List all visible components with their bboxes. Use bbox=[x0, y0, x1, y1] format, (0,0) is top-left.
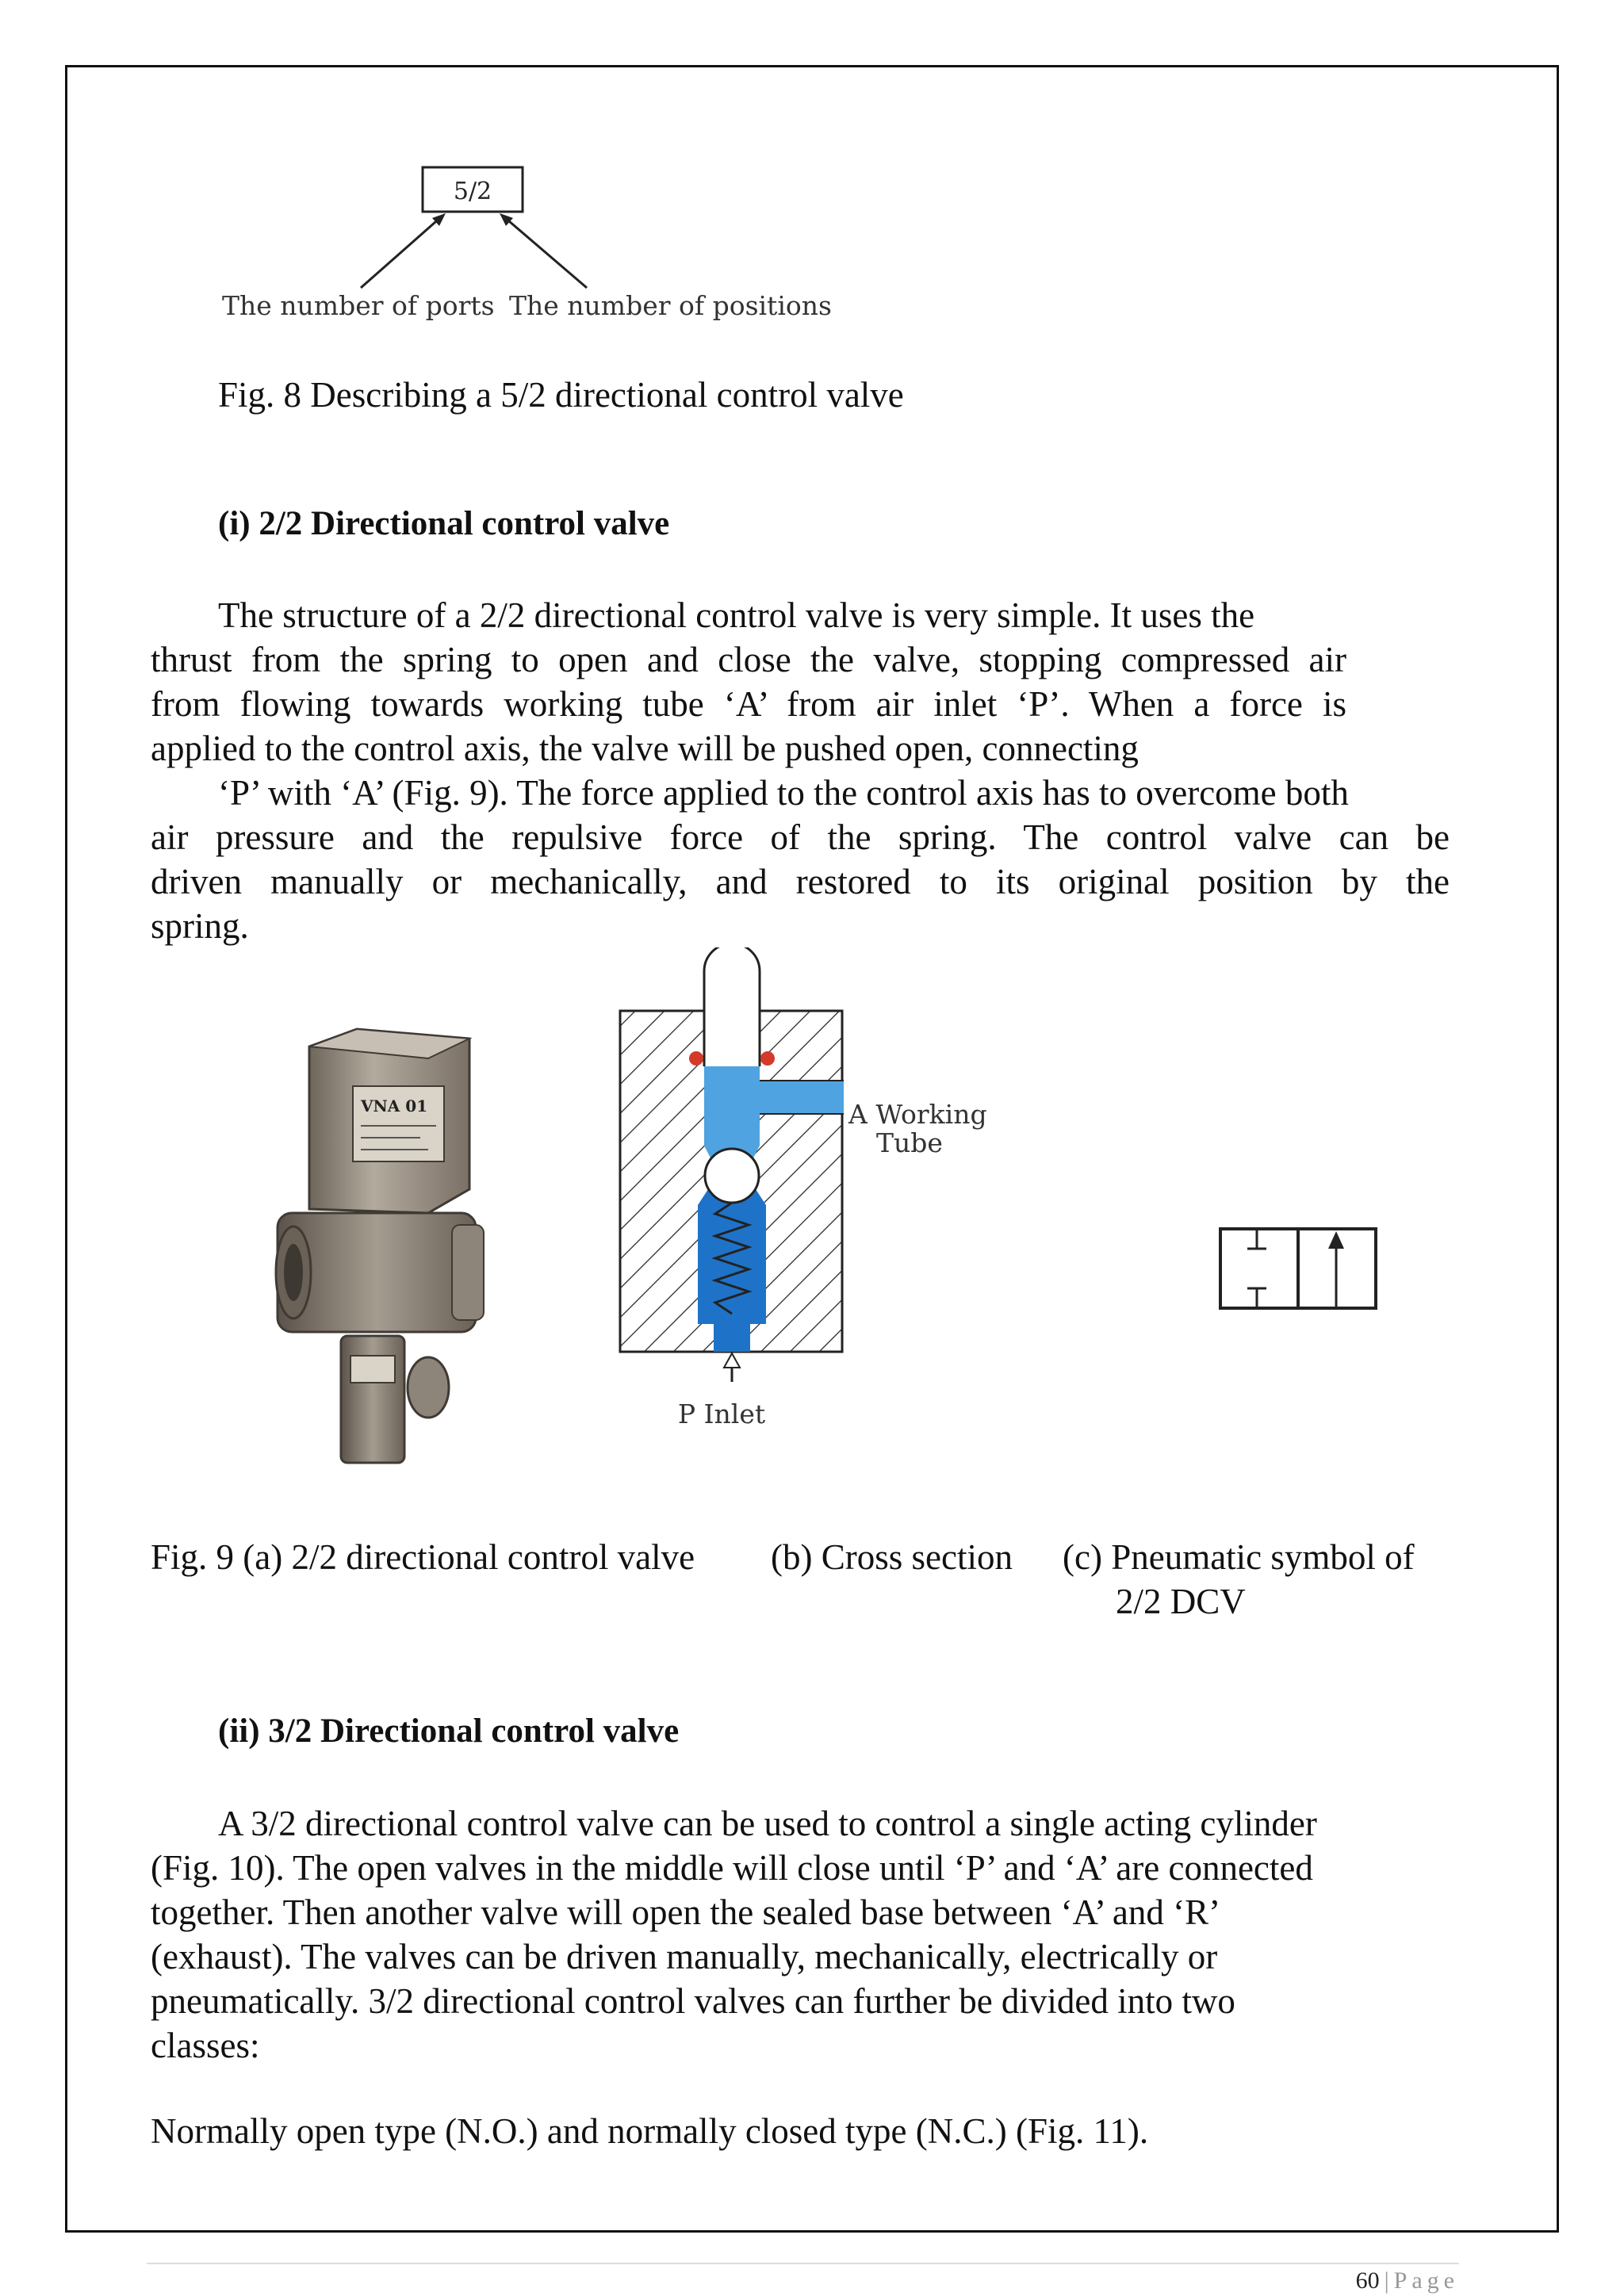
dcv-symbol bbox=[1217, 1225, 1380, 1312]
inlet-label: P Inlet bbox=[677, 1399, 766, 1429]
valve-tag: VNA 01 bbox=[361, 1096, 428, 1115]
section-ii-line-1: A 3/2 directional control valve can be used to control a single acting cylinder bbox=[218, 1804, 1317, 1843]
section-i-line-5: ‘P’ with ‘A’ (Fig. 9). The force applied to the control axis has to overcome both bbox=[218, 773, 1349, 813]
section-ii-line-6: classes: bbox=[151, 2026, 260, 2065]
valve-ball bbox=[705, 1149, 759, 1203]
fig8-ports-label: The number of ports bbox=[222, 290, 495, 321]
page-label: Page bbox=[1393, 2267, 1459, 2294]
section-ii-heading: (ii) 3/2 Directional control valve bbox=[218, 1712, 680, 1750]
fig9-caption-c: (c) Pneumatic symbol of bbox=[1063, 1537, 1415, 1577]
section-i-heading: (i) 2/2 Directional control valve bbox=[218, 505, 670, 542]
fig9-caption-c2: 2/2 DCV bbox=[1116, 1582, 1246, 1621]
section-i-line-6: air pressure and the repulsive force of the spring. The control valve can be bbox=[151, 817, 1450, 857]
fig8-diagram bbox=[198, 155, 833, 329]
section-ii-line-4: (exhaust). The valves can be driven manually, mechanically, electrically or bbox=[151, 1937, 1218, 1976]
working-tube-label-2: Tube bbox=[876, 1127, 943, 1158]
working-tube-label: A Working bbox=[848, 1099, 987, 1130]
section-i-line-3: from flowing towards working tube ‘A’ from air inlet ‘P’. When a force is bbox=[151, 684, 1346, 724]
cross-section-diagram bbox=[611, 947, 1007, 1447]
page-footer bbox=[1300, 2267, 1459, 2294]
fig8-caption: Fig. 8 Describing a 5/2 directional control valve bbox=[218, 375, 904, 415]
valve-photo bbox=[262, 1023, 500, 1467]
footer-separator: | bbox=[1384, 2267, 1389, 2294]
footer-divider bbox=[147, 2263, 1459, 2264]
fig8-box-label: 5/2 bbox=[453, 178, 492, 205]
section-ii-line-5: pneumatically. 3/2 directional control valves can further be divided into two bbox=[151, 1981, 1235, 2021]
section-i-line-1: The structure of a 2/2 directional control valve is very simple. It uses the bbox=[218, 595, 1255, 635]
section-i-line-8: spring. bbox=[151, 906, 249, 946]
section-ii-closing: Normally open type (N.O.) and normally closed type (N.C.) (Fig. 11). bbox=[151, 2111, 1149, 2151]
page-number: 60 bbox=[1355, 2267, 1380, 2294]
section-ii-line-3: together. Then another valve will open the sealed base between ‘A’ and ‘R’ bbox=[151, 1892, 1221, 1932]
fig9-caption-a: Fig. 9 (a) 2/2 directional control valve bbox=[151, 1537, 695, 1577]
fig8-positions-label: The number of positions bbox=[509, 290, 832, 321]
section-ii-line-2: (Fig. 10). The open valves in the middle will close until ‘P’ and ‘A’ are connected bbox=[151, 1848, 1313, 1888]
section-i-line-2: thrust from the spring to open and close the valve, stopping compressed air bbox=[151, 640, 1346, 679]
fig9-caption-b: (b) Cross section bbox=[771, 1537, 1013, 1577]
section-i-line-4: applied to the control axis, the valve will be pushed open, connecting bbox=[151, 729, 1139, 768]
section-i-line-7: driven manually or mechanically, and restored to its original position by the bbox=[151, 862, 1450, 901]
